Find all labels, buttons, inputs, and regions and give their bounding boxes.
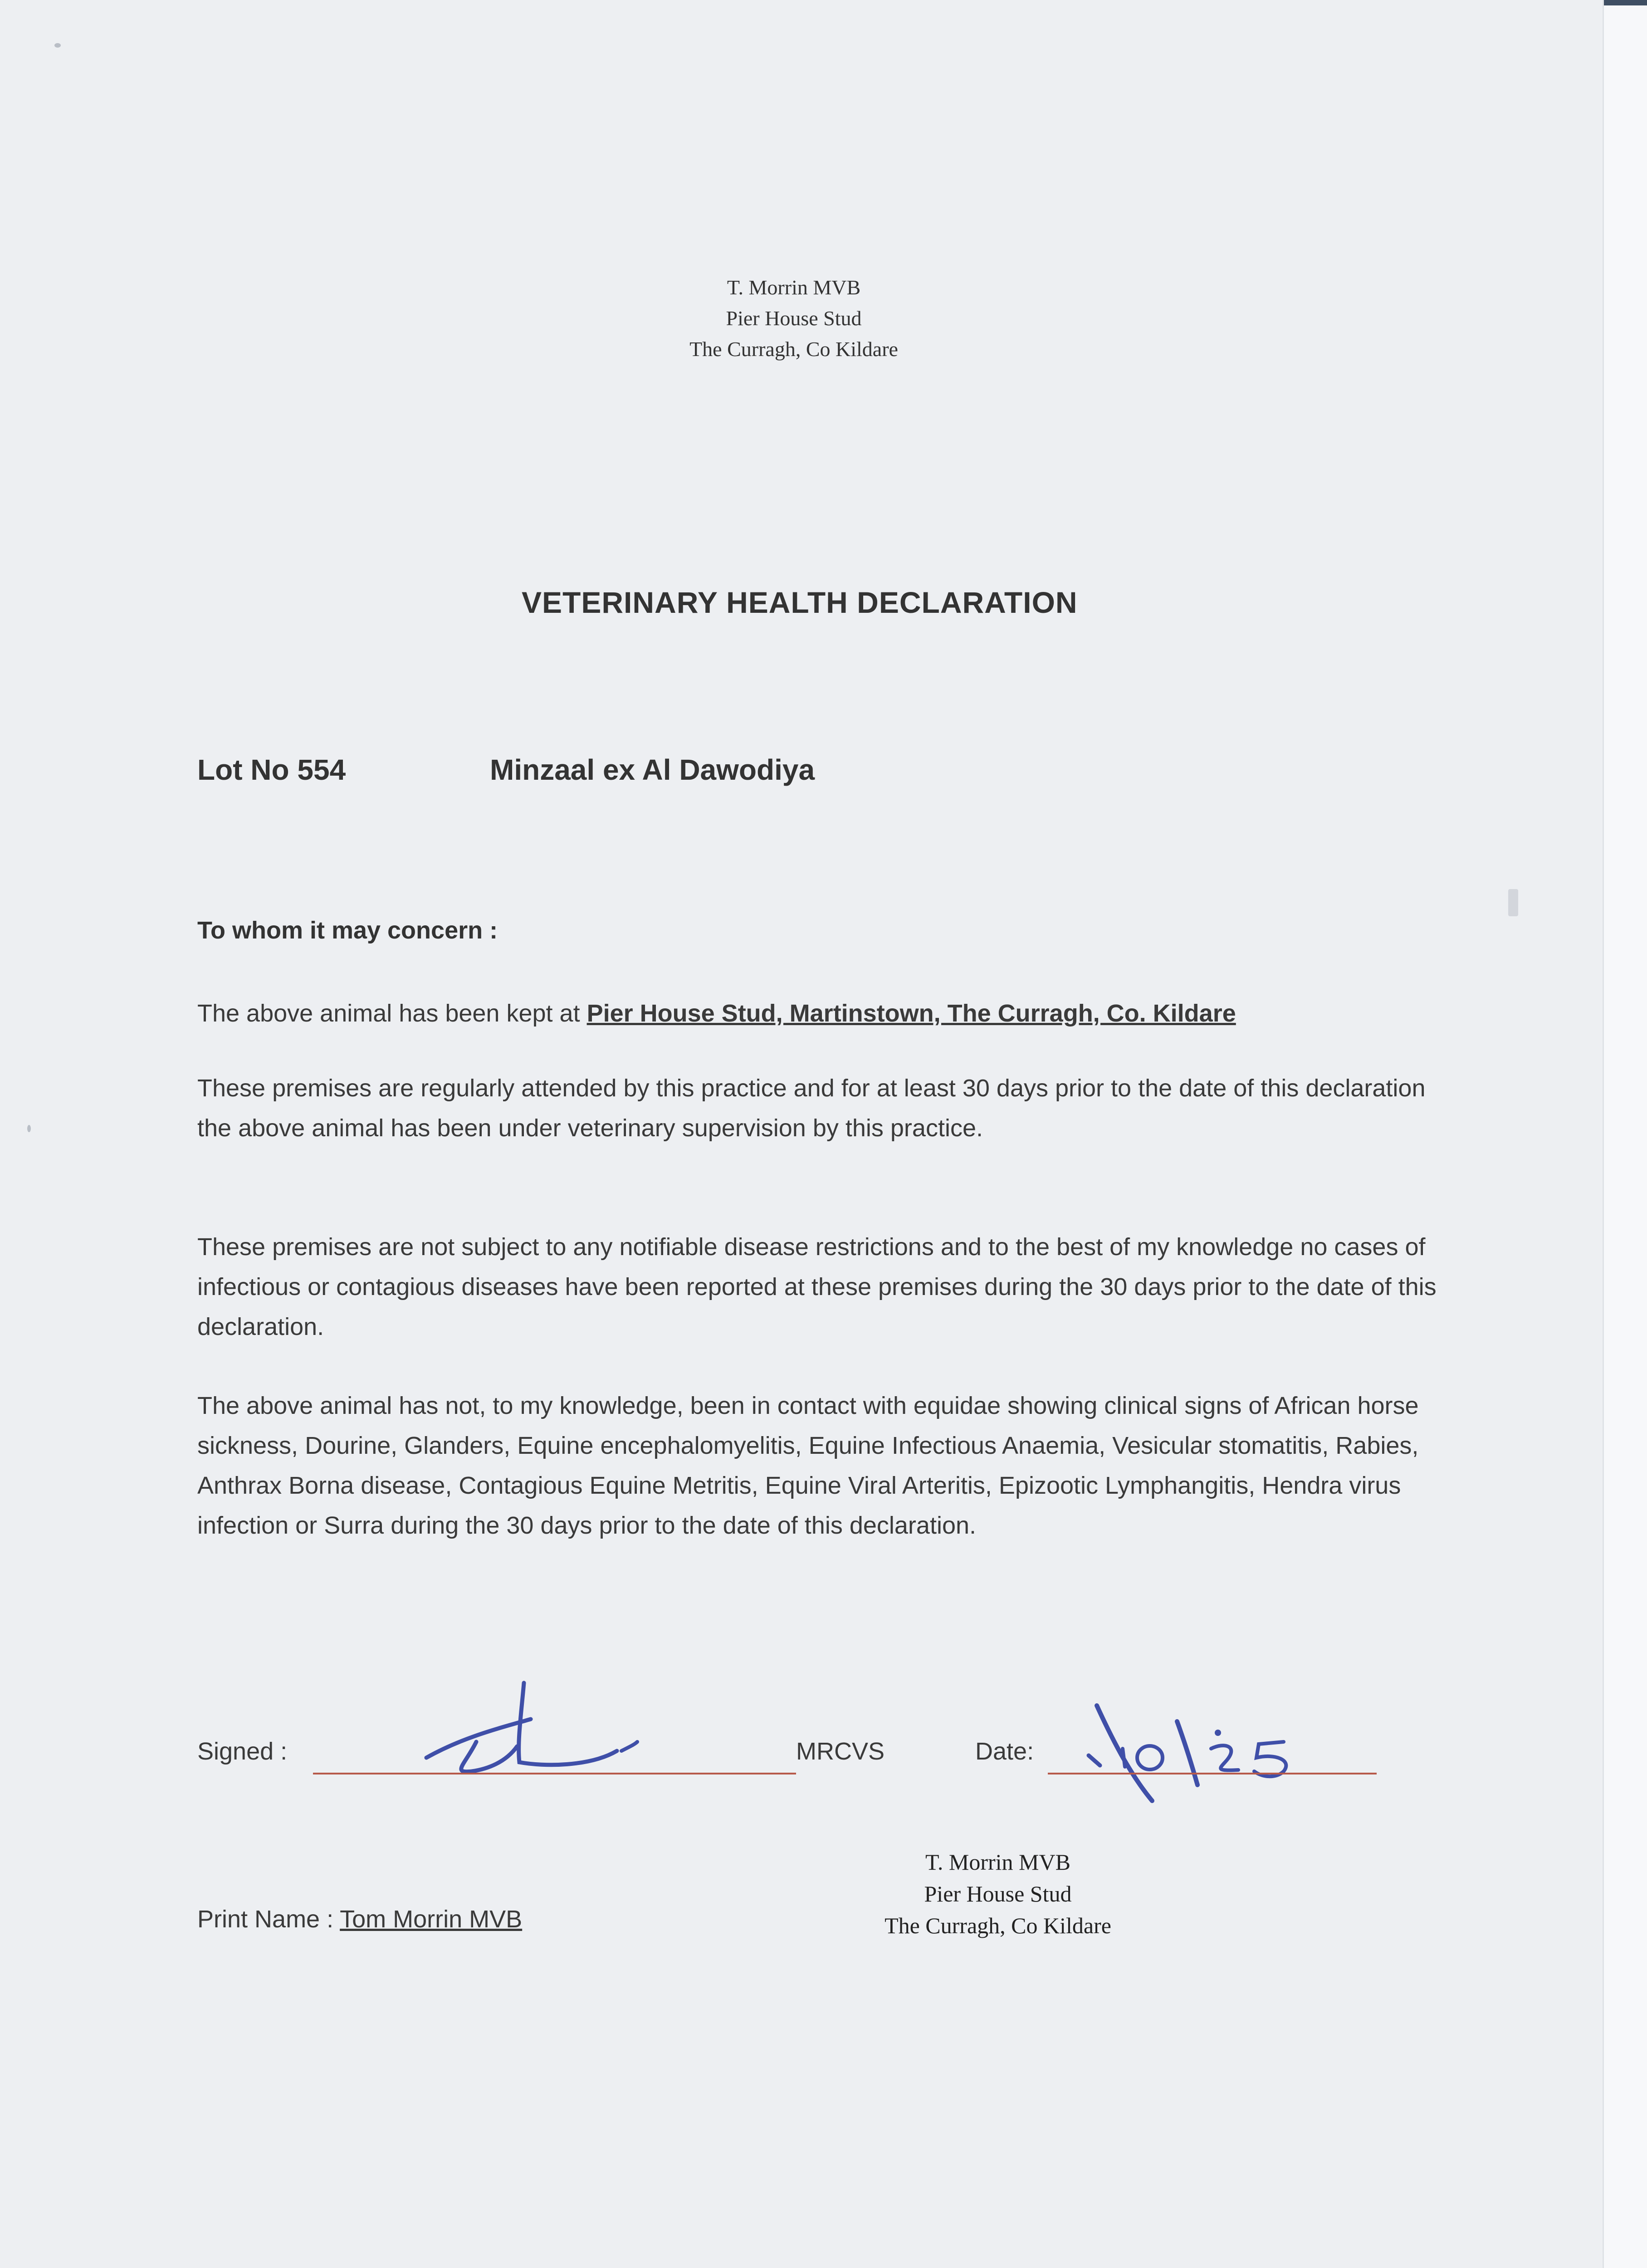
scan-edge [1603, 0, 1647, 2268]
scan-speck [1508, 889, 1518, 916]
handwritten-signature [408, 1669, 662, 1774]
practice-stamp [835, 1846, 1161, 1941]
paragraph-diseases: The above animal has not, to my knowledge, been in contact with equidae showing clinical signs of African horse sickness, Dourine, Glanders, Equine encephalomyelitis, Equine Infectious Anaemia, Vesicular stomatitis, Rabies, Anthrax Borna disease, Contagious Equine Metritis, Equine Viral Arteritis, Epizootic Lymphangitis, Hendra virus infection or Surra during the 30 days prior to the date of this declaration. [197, 1392, 1419, 1539]
letterhead-name: T. Morrin MVB [727, 276, 861, 299]
salutation: To whom it may concern : [197, 917, 498, 944]
date-label: Date: [975, 1738, 1034, 1765]
premises-prefix: The above animal has been kept at [197, 1000, 587, 1027]
horse-name: Minzaal ex Al Dawodiya [490, 753, 815, 786]
signature-line [313, 1773, 796, 1774]
paragraph-restrictions: These premises are not subject to any notifiable disease restrictions and to the best of my knowledge no cases of infectious or contagious diseases have been reported at these premises during the 30 days prior to the date of this declaration. [197, 1233, 1437, 1340]
premises-location: Pier House Stud, Martinstown, The Curragh, Co. Kildare [586, 1000, 1236, 1027]
date-line [1048, 1773, 1377, 1774]
stamp-name: T. Morrin MVB [925, 1849, 1070, 1875]
scan-speck [27, 1125, 31, 1132]
signed-label: Signed : [197, 1738, 288, 1765]
mrcvs-label: MRCVS [796, 1738, 885, 1765]
page-title: VETERINARY HEALTH DECLARATION [522, 586, 1078, 619]
handwritten-date [1075, 1687, 1329, 1805]
paragraph-premises [197, 993, 1445, 1033]
stamp-stud: Pier House Stud [924, 1881, 1072, 1906]
lot-number: Lot No 554 [197, 753, 346, 786]
print-name-row [197, 1905, 522, 1933]
print-name-label: Print Name : [197, 1906, 340, 1933]
print-name-value: Tom Morrin MVB [340, 1906, 523, 1933]
stamp-address: The Curragh, Co Kildare [885, 1913, 1111, 1938]
paragraph-supervision: These premises are regularly attended by this practice and for at least 30 days prior to the date of this declaration the above animal has been under veterinary supervision by this practice. [197, 1075, 1426, 1142]
letterhead-stud: Pier House Stud [726, 307, 862, 330]
scan-speck [54, 43, 61, 48]
letterhead [644, 272, 943, 365]
letterhead-address: The Curragh, Co Kildare [689, 337, 898, 361]
